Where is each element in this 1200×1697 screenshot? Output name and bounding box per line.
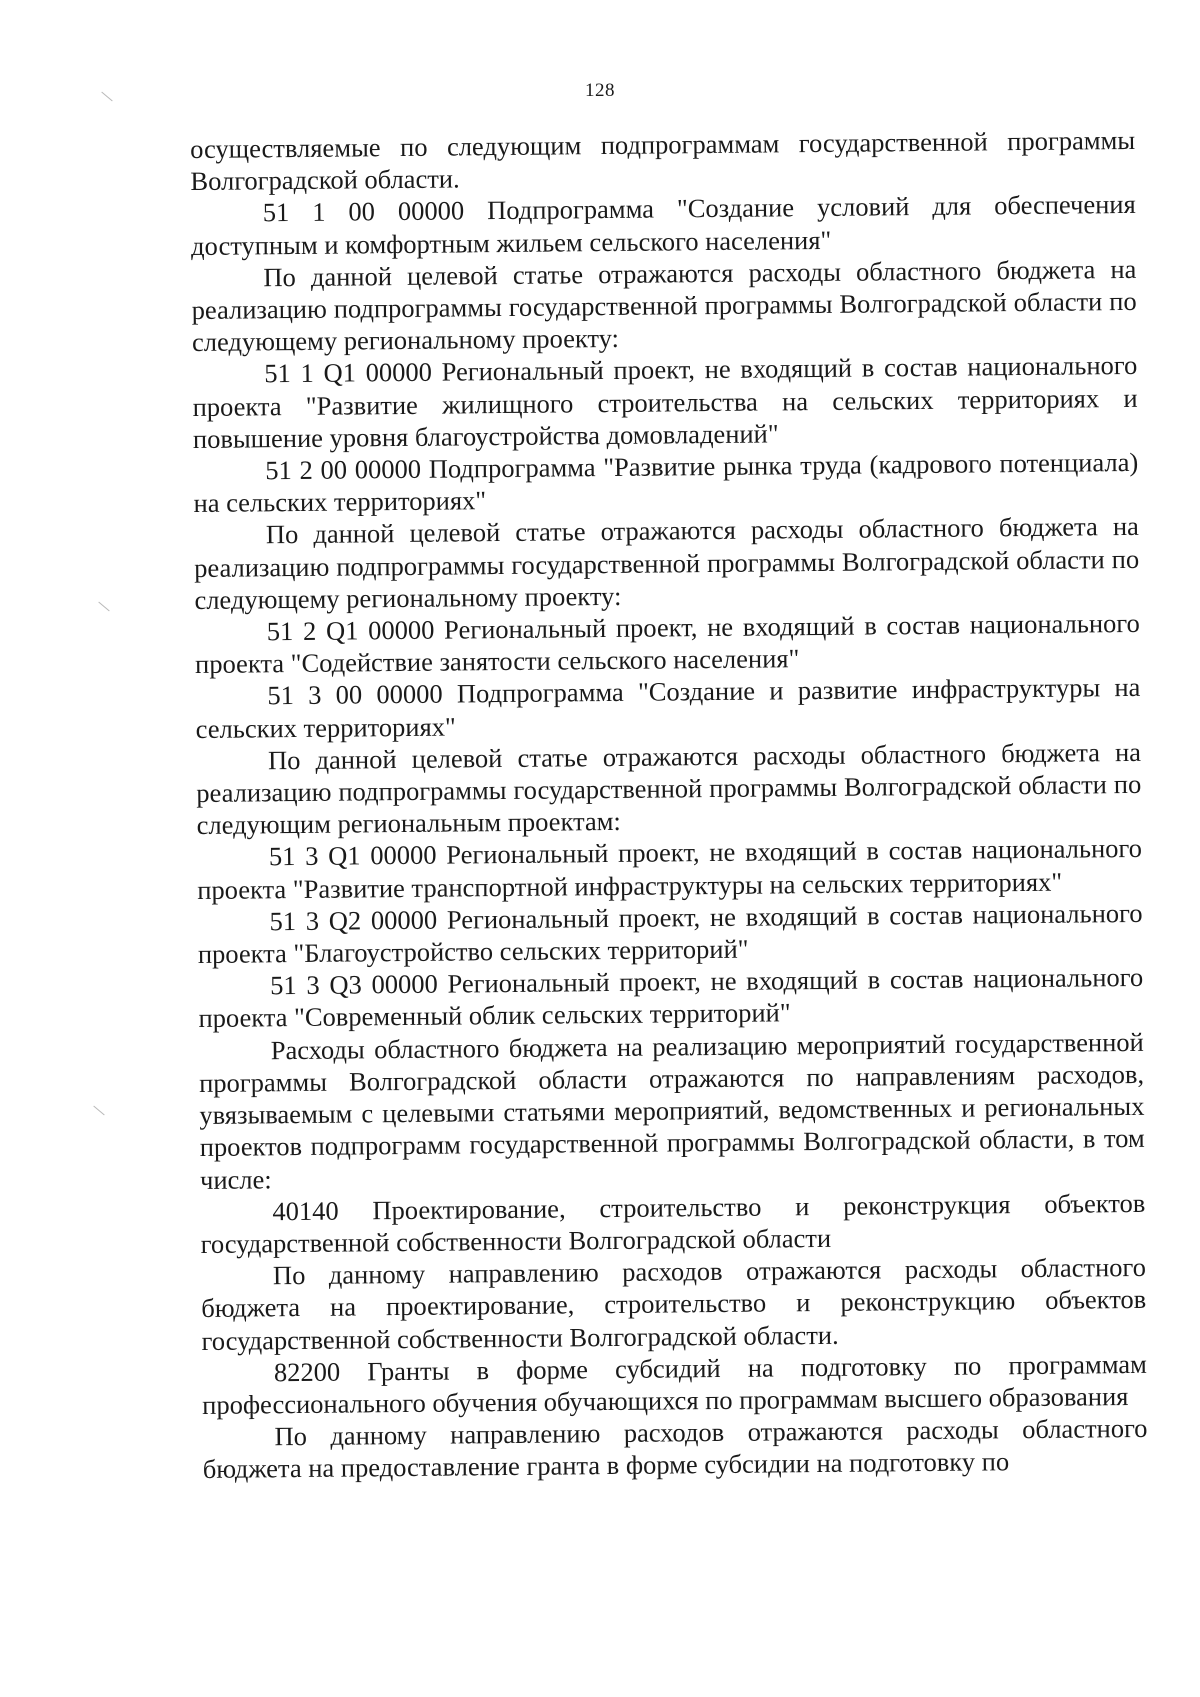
paragraph: По данной целевой статье отражаются расходы областного бюджета на реализацию подпрограммы государственной программы Волгоградской области по следующему региональному проекту: — [194, 511, 1140, 615]
scan-artifact — [93, 1106, 104, 1116]
expense-direction-heading: 82200 Гранты в форме субсидий на подготовку по программам профессионального обучения обучающихся по программам высшего образования — [202, 1348, 1148, 1420]
project-heading: 51 3 Q1 00000 Региональный проект, не входящий в состав национального проекта "Развитие транспортной инфраструктуры на сельских территориях" — [197, 833, 1143, 905]
subprogram-heading: 51 1 00 00000 Подпрограмма "Создание условий для обеспечения доступным и комфортным жильем сельского населения" — [190, 189, 1136, 261]
project-heading: 51 1 Q1 00000 Региональный проект, не входящий в состав национального проекта "Развитие жилищного строительства на сельских территориях и повышение уровня благоустройства домовладений" — [192, 350, 1138, 454]
subprogram-heading: 51 3 00 00000 Подпрограмма "Создание и развитие инфраструктуры на сельских территориях" — [195, 672, 1141, 744]
project-heading: 51 3 Q3 00000 Региональный проект, не входящий в состав национального проекта "Современный облик сельских территорий" — [198, 962, 1144, 1034]
paragraph: По данному направлению расходов отражаются расходы областного бюджета на предоставление гранта в форме субсидии на подготовку по — [202, 1412, 1148, 1485]
document-body — [190, 124, 1148, 1486]
subprogram-heading: 51 2 00 00000 Подпрограмма "Развитие рынка труда (кадрового потенциала) на сельских территориях" — [193, 446, 1139, 519]
project-heading: 51 3 Q2 00000 Региональный проект, не входящий в состав национального проекта "Благоустройство сельских территорий" — [197, 897, 1143, 970]
page-number: 128 — [585, 80, 615, 101]
paragraph: осуществляемые по следующим подпрограммам государственной программы Волгоградской области. — [190, 124, 1136, 197]
scan-artifact — [98, 602, 109, 612]
project-heading: 51 2 Q1 00000 Региональный проект, не входящий в состав национального проекта "Содействие занятости сельского населения" — [194, 607, 1140, 680]
paragraph: По данной целевой статье отражаются расходы областного бюджета на реализацию подпрограммы государственной программы Волгоградской области по следующим региональным проектам: — [196, 736, 1142, 841]
paragraph: По данной целевой статье отражаются расходы областного бюджета на реализацию подпрограммы государственной программы Волгоградской области по следующему региональному проекту: — [191, 253, 1137, 358]
paragraph: Расходы областного бюджета на реализацию мероприятий государственной программы Волгоградской области отражаются по направлениям расходов, увязываемым с целевыми статьями мероприятий, ведомственных и региональных проектов подпрограмм государственной программы Волгоградской области, в том числе: — [198, 1026, 1145, 1195]
paragraph: По данному направлению расходов отражаются расходы областного бюджета на проектирование, строительство и реконструкцию объектов государственной собственности Волгоградской области. — [201, 1251, 1147, 1356]
expense-direction-heading: 40140 Проектирование, строительство и реконструкция объектов государственной собственности Волгоградской области — [200, 1187, 1146, 1259]
